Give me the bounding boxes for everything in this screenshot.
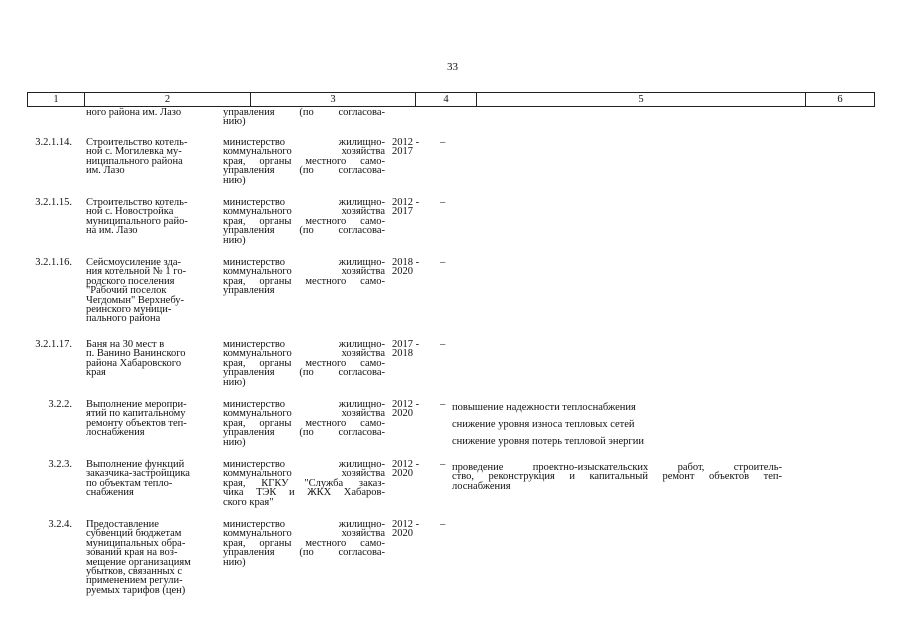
row-years — [392, 460, 432, 479]
row-executor-line: края, органы местного само- — [223, 357, 385, 369]
row-dash: – — [440, 519, 446, 530]
row-executor-line: министерство жилищно- — [223, 257, 385, 268]
row-activity-name-line: ниципального района — [86, 155, 183, 167]
row-years-line: 2012 - — [392, 197, 420, 208]
row-number: 3.2.2. — [48, 399, 72, 410]
row-activity-name-line: п. Ванино Ванинского — [86, 348, 186, 360]
row-executor-line: нию) — [223, 436, 246, 448]
row-executor — [223, 460, 385, 507]
row-activity-name-line: муниципального райо- — [86, 215, 188, 227]
row-dash: – — [440, 257, 446, 268]
row-years — [392, 340, 432, 359]
row-executor-line: нию) — [223, 174, 246, 186]
row-activity-name-line: ной с. Могилевка му- — [86, 146, 182, 158]
row-activity-name-line: ремонту объектов теп- — [86, 417, 187, 429]
row-activity-name-line: руемых тарифов (цен) — [86, 584, 186, 596]
row-years-line: 2012 - — [392, 459, 420, 470]
row-executor-line: министерство жилищно- — [223, 197, 385, 208]
row-executor-line: нию) — [223, 556, 246, 568]
row-executor-line: чика ТЭК и ЖКХ Хабаров- — [223, 487, 385, 499]
row-executor-line: нию) — [223, 376, 246, 388]
row-activity-name-line: убытков, связанных с — [86, 566, 183, 578]
row-executor-line: края, КГКУ "Служба заказ- — [223, 477, 385, 489]
row-activity-name-line: родского поселения — [86, 275, 175, 287]
row-executor-line: управления — [223, 285, 275, 297]
row-executor-line: министерство жилищно- — [223, 519, 385, 530]
row-activity-name-line: на им. Лазо — [86, 225, 138, 237]
row-activity-name-line: заказчика-застройщика — [86, 468, 190, 480]
row-activity-name-line: Выполнение меропри- — [86, 399, 187, 410]
row-dash: – — [440, 399, 446, 410]
row-executor-line: коммунального хозяйства — [223, 146, 385, 158]
row-years-line: 2017 - — [392, 339, 420, 350]
row-number: 3.2.1.16. — [35, 257, 72, 268]
row-activity-name — [86, 138, 218, 176]
header-col-3: 3 — [251, 93, 416, 106]
row-activity-name-line: ной с. Новостройка — [86, 206, 174, 218]
row-executor — [223, 198, 385, 245]
row-activity-name-line: ятий по капитальному — [86, 408, 186, 420]
row-activity-name — [86, 340, 218, 378]
row-executor-line: управления (по согласова- — [223, 427, 385, 439]
row-years — [392, 400, 432, 419]
row-results — [452, 463, 782, 491]
continuation-executor-line: управления (по согласова- — [223, 107, 385, 118]
continuation-executor — [223, 108, 385, 127]
row-executor-line: края, органы местного само- — [223, 275, 385, 287]
row-activity-name — [86, 520, 218, 595]
row-executor-line: коммунального хозяйства — [223, 528, 385, 540]
row-activity-name-line: лоснабжения — [86, 427, 145, 439]
row-activity-name-line: применением регули- — [86, 575, 183, 587]
row-results — [452, 403, 782, 454]
row-activity-name-line: Строительство котель- — [86, 197, 188, 208]
row-years-line: 2020 — [392, 468, 413, 480]
header-col-2: 2 — [85, 93, 251, 106]
result-item: снижение уровня износа тепловых сетей — [452, 419, 635, 430]
row-years-line: 2018 — [392, 348, 413, 360]
row-activity-name-line: субвенций бюджетам — [86, 528, 182, 540]
row-executor-line: ского края" — [223, 496, 274, 508]
row-executor-line: края, органы местного само- — [223, 215, 385, 227]
row-activity-name-line: Предоставление — [86, 519, 159, 530]
row-activity-name-line: им. Лазо — [86, 165, 125, 177]
row-years — [392, 198, 432, 217]
row-activity-name — [86, 460, 218, 498]
row-activity-name-line: Сейсмоусиление зда- — [86, 257, 181, 268]
row-activity-name-line: пального района — [86, 313, 161, 325]
row-years-line: 2020 — [392, 408, 413, 420]
row-executor-line: управления (по согласова- — [223, 225, 385, 237]
row-executor-line: края, органы местного само- — [223, 417, 385, 429]
result-item: лоснабжения — [452, 480, 511, 492]
row-years-line: 2020 — [392, 528, 413, 540]
row-years-line: 2018 - — [392, 257, 420, 268]
continuation-executor-line: нию) — [223, 116, 246, 128]
row-activity-name-line: по объектам тепло- — [86, 477, 173, 489]
row-executor — [223, 138, 385, 185]
row-years-line: 2012 - — [392, 519, 420, 530]
row-activity-name — [86, 400, 218, 438]
row-years — [392, 138, 432, 157]
row-executor-line: коммунального хозяйства — [223, 266, 385, 278]
row-number: 3.2.3. — [48, 459, 72, 470]
row-number: 3.2.1.14. — [35, 137, 72, 148]
row-activity-name-line: зований края на воз- — [86, 547, 178, 559]
row-years — [392, 258, 432, 277]
row-activity-name-line: муниципальных обра- — [86, 537, 186, 549]
header-col-4: 4 — [416, 93, 477, 106]
row-activity-name-line: края — [86, 367, 106, 379]
row-activity-name-line: Строительство котель- — [86, 137, 188, 148]
row-activity-name-line: реинского муници- — [86, 304, 172, 316]
result-item: ство, реконструкция и капитальный ремонт объектов теп- — [452, 471, 782, 483]
row-executor-line: министерство жилищно- — [223, 339, 385, 350]
row-years-line: 2020 — [392, 266, 413, 278]
row-years-line: 2017 — [392, 206, 413, 218]
row-activity-name-line: "Рабочий поселок — [86, 285, 167, 297]
header-col-5: 5 — [477, 93, 806, 106]
row-activity-name-line: ния котельной № 1 го- — [86, 266, 187, 278]
row-executor — [223, 258, 385, 296]
result-item: снижение уровня потерь тепловой энергии — [452, 436, 644, 447]
row-number: 3.2.4. — [48, 519, 72, 530]
row-dash: – — [440, 459, 446, 470]
row-years-line: 2012 - — [392, 137, 420, 148]
row-dash: – — [440, 339, 446, 350]
continuation-name-line: ного района им. Лазо — [86, 107, 182, 118]
result-item: проведение проектно-изыскательских работ, строитель- — [452, 462, 782, 473]
row-executor-line: министерство жилищно- — [223, 399, 385, 410]
row-executor-line: коммунального хозяйства — [223, 408, 385, 420]
row-activity-name — [86, 258, 218, 324]
row-activity-name-line: Выполнение функций — [86, 459, 185, 470]
row-executor-line: министерство жилищно- — [223, 459, 385, 470]
row-executor-line: коммунального хозяйства — [223, 206, 385, 218]
row-executor-line: нию) — [223, 234, 246, 246]
row-dash: – — [440, 137, 446, 148]
row-years-line: 2012 - — [392, 399, 420, 410]
row-executor-line: коммунального хозяйства — [223, 348, 385, 360]
row-years-line: 2017 — [392, 146, 413, 158]
row-number: 3.2.1.15. — [35, 197, 72, 208]
row-executor — [223, 340, 385, 387]
page-number: 33 — [447, 61, 458, 73]
row-activity-name-line: снабжения — [86, 487, 134, 499]
row-executor-line: министерство жилищно- — [223, 137, 385, 148]
row-activity-name-line: мещение организациям — [86, 556, 191, 568]
row-executor-line: управления (по согласова- — [223, 367, 385, 379]
row-executor-line: управления (по согласова- — [223, 165, 385, 177]
row-executor-line: коммунального хозяйства — [223, 468, 385, 480]
row-executor — [223, 400, 385, 447]
row-years — [392, 520, 432, 539]
header-col-1: 1 — [28, 93, 85, 106]
row-activity-name-line: района Хабаровского — [86, 357, 182, 369]
row-activity-name-line: Баня на 30 мест в — [86, 339, 165, 350]
row-executor — [223, 520, 385, 567]
table-header-row — [27, 92, 875, 107]
row-executor-line: края, органы местного само- — [223, 155, 385, 167]
row-dash: – — [440, 197, 446, 208]
row-activity-name-line: Чегдомын" Верхнебу- — [86, 294, 185, 306]
row-executor-line: края, органы местного само- — [223, 537, 385, 549]
result-item: повышение надежности теплоснабжения — [452, 402, 636, 413]
row-activity-name — [86, 198, 218, 236]
row-number: 3.2.1.17. — [35, 339, 72, 350]
row-executor-line: управления (по согласова- — [223, 547, 385, 559]
continuation-name — [86, 108, 218, 117]
header-col-6: 6 — [837, 94, 843, 105]
